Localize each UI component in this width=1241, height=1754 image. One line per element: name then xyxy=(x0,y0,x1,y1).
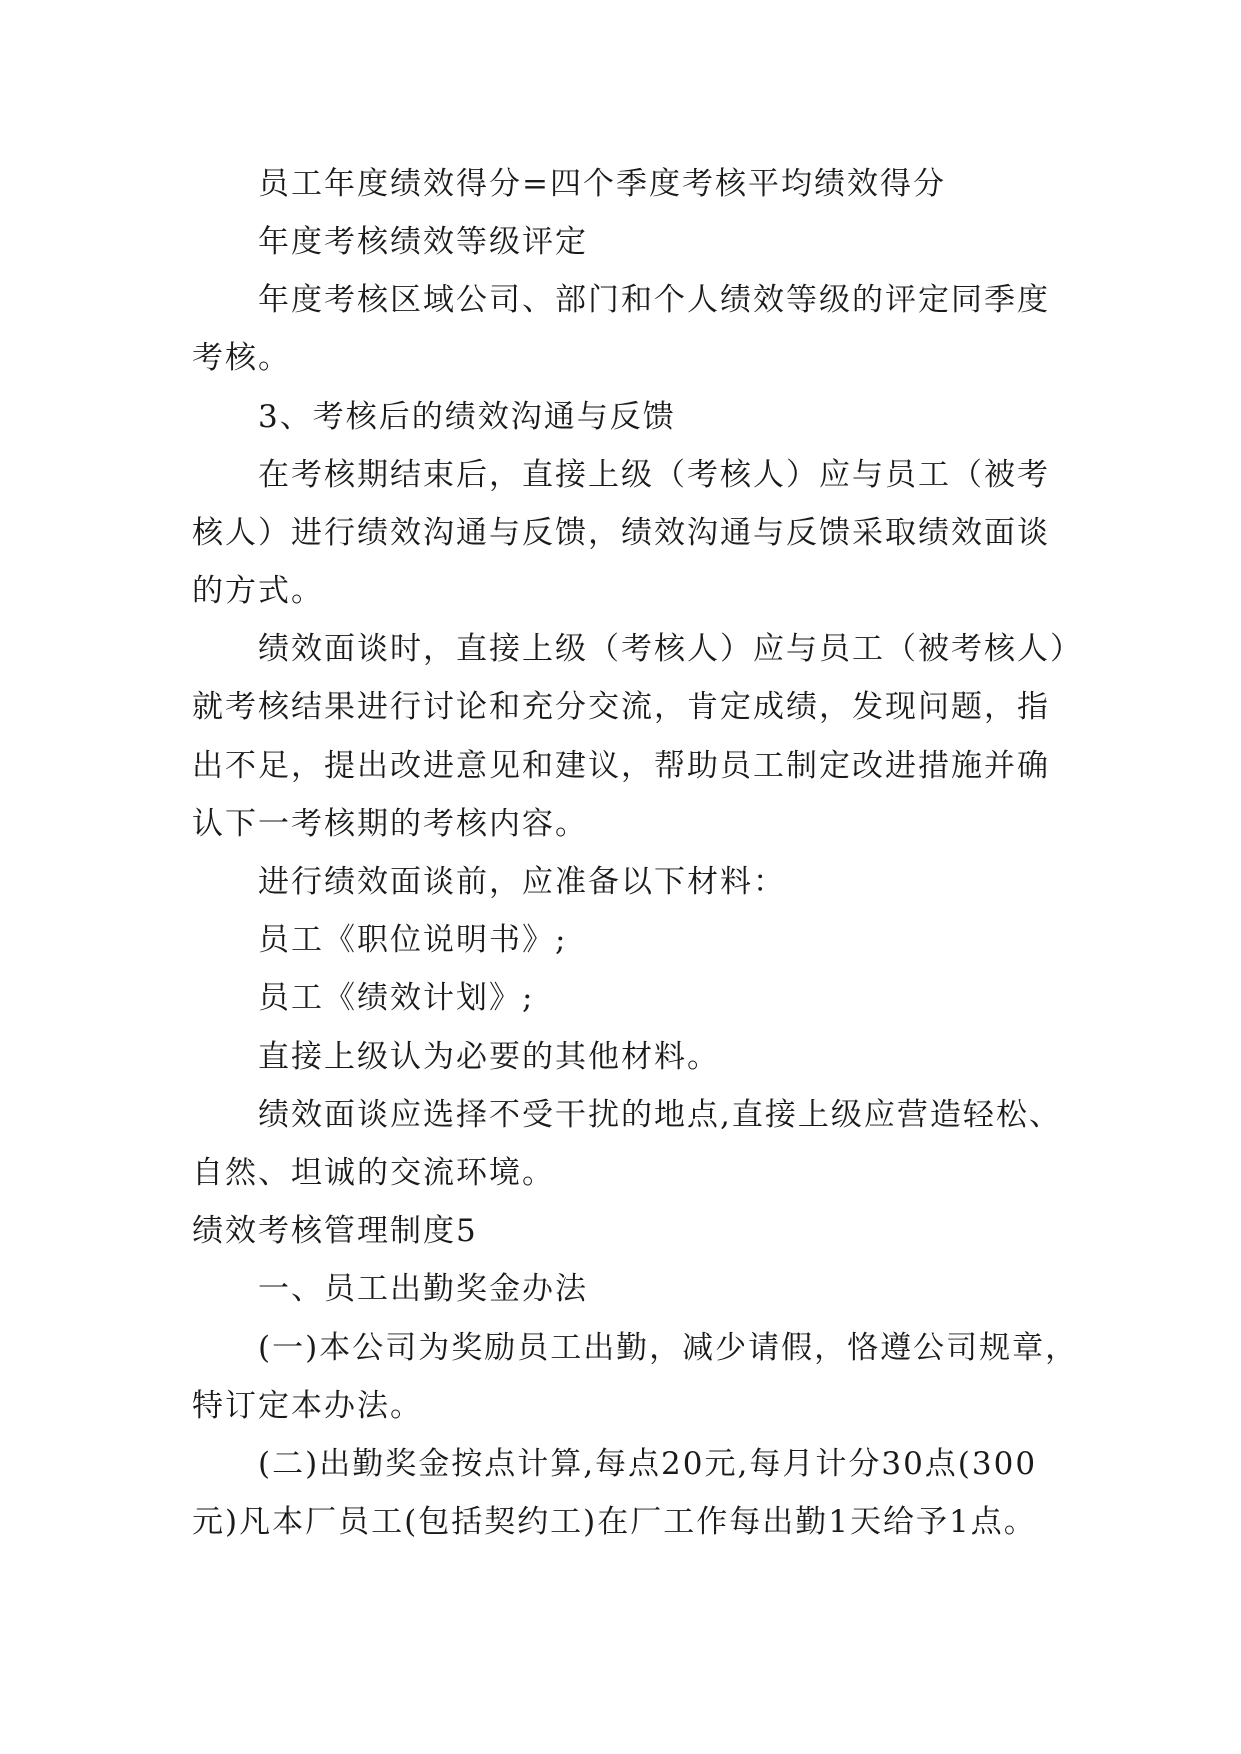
text-line: 自然、坦诚的交流环境。 xyxy=(192,1155,555,1191)
text-line: (二)出勤奖金按点计算,每点20元,每月计分30点(300 xyxy=(258,1446,1038,1482)
text-line: 就考核结果进行讨论和充分交流，肯定成绩，发现问题，指 xyxy=(192,689,1050,725)
list-item: 直接上级认为必要的其他材料。 xyxy=(258,1039,720,1075)
text-line: 出不足，提出改进意见和建议，帮助员工制定改进措施并确 xyxy=(192,748,1050,784)
text-line: 绩效面谈时，直接上级（考核人）应与员工（被考核人） xyxy=(258,631,1083,667)
text-line: 年度考核绩效等级评定 xyxy=(258,224,588,260)
text-line: (一)本公司为奖励员工出勤，减少请假，恪遵公司规章， xyxy=(258,1330,1079,1366)
text-line: 绩效面谈应选择不受干扰的地点,直接上级应营造轻松、 xyxy=(258,1097,1062,1133)
text-line: 的方式。 xyxy=(192,573,324,609)
section-heading: 3、考核后的绩效沟通与反馈 xyxy=(258,399,676,435)
text-line: 认下一考核期的考核内容。 xyxy=(192,806,588,842)
text-line: 员工年度绩效得分=四个季度考核平均绩效得分 xyxy=(258,166,946,202)
text-line: 考核。 xyxy=(192,340,291,376)
text-line: 元)凡本厂员工(包括契约工)在厂工作每出勤1天给予1点。 xyxy=(192,1504,1037,1540)
list-item: 员工《绩效计划》; xyxy=(258,980,535,1016)
text-line: 年度考核区域公司、部门和个人绩效等级的评定同季度 xyxy=(258,282,1050,318)
section-heading: 一、员工出勤奖金办法 xyxy=(258,1271,588,1307)
document-heading: 绩效考核管理制度5 xyxy=(192,1213,478,1249)
text-line: 在考核期结束后，直接上级（考核人）应与员工（被考 xyxy=(258,457,1050,493)
text-line: 进行绩效面谈前，应准备以下材料： xyxy=(258,864,786,900)
text-line: 核人）进行绩效沟通与反馈，绩效沟通与反馈采取绩效面谈 xyxy=(192,515,1050,551)
text-line: 特订定本办法。 xyxy=(192,1388,423,1424)
list-item: 员工《职位说明书》; xyxy=(258,922,568,958)
